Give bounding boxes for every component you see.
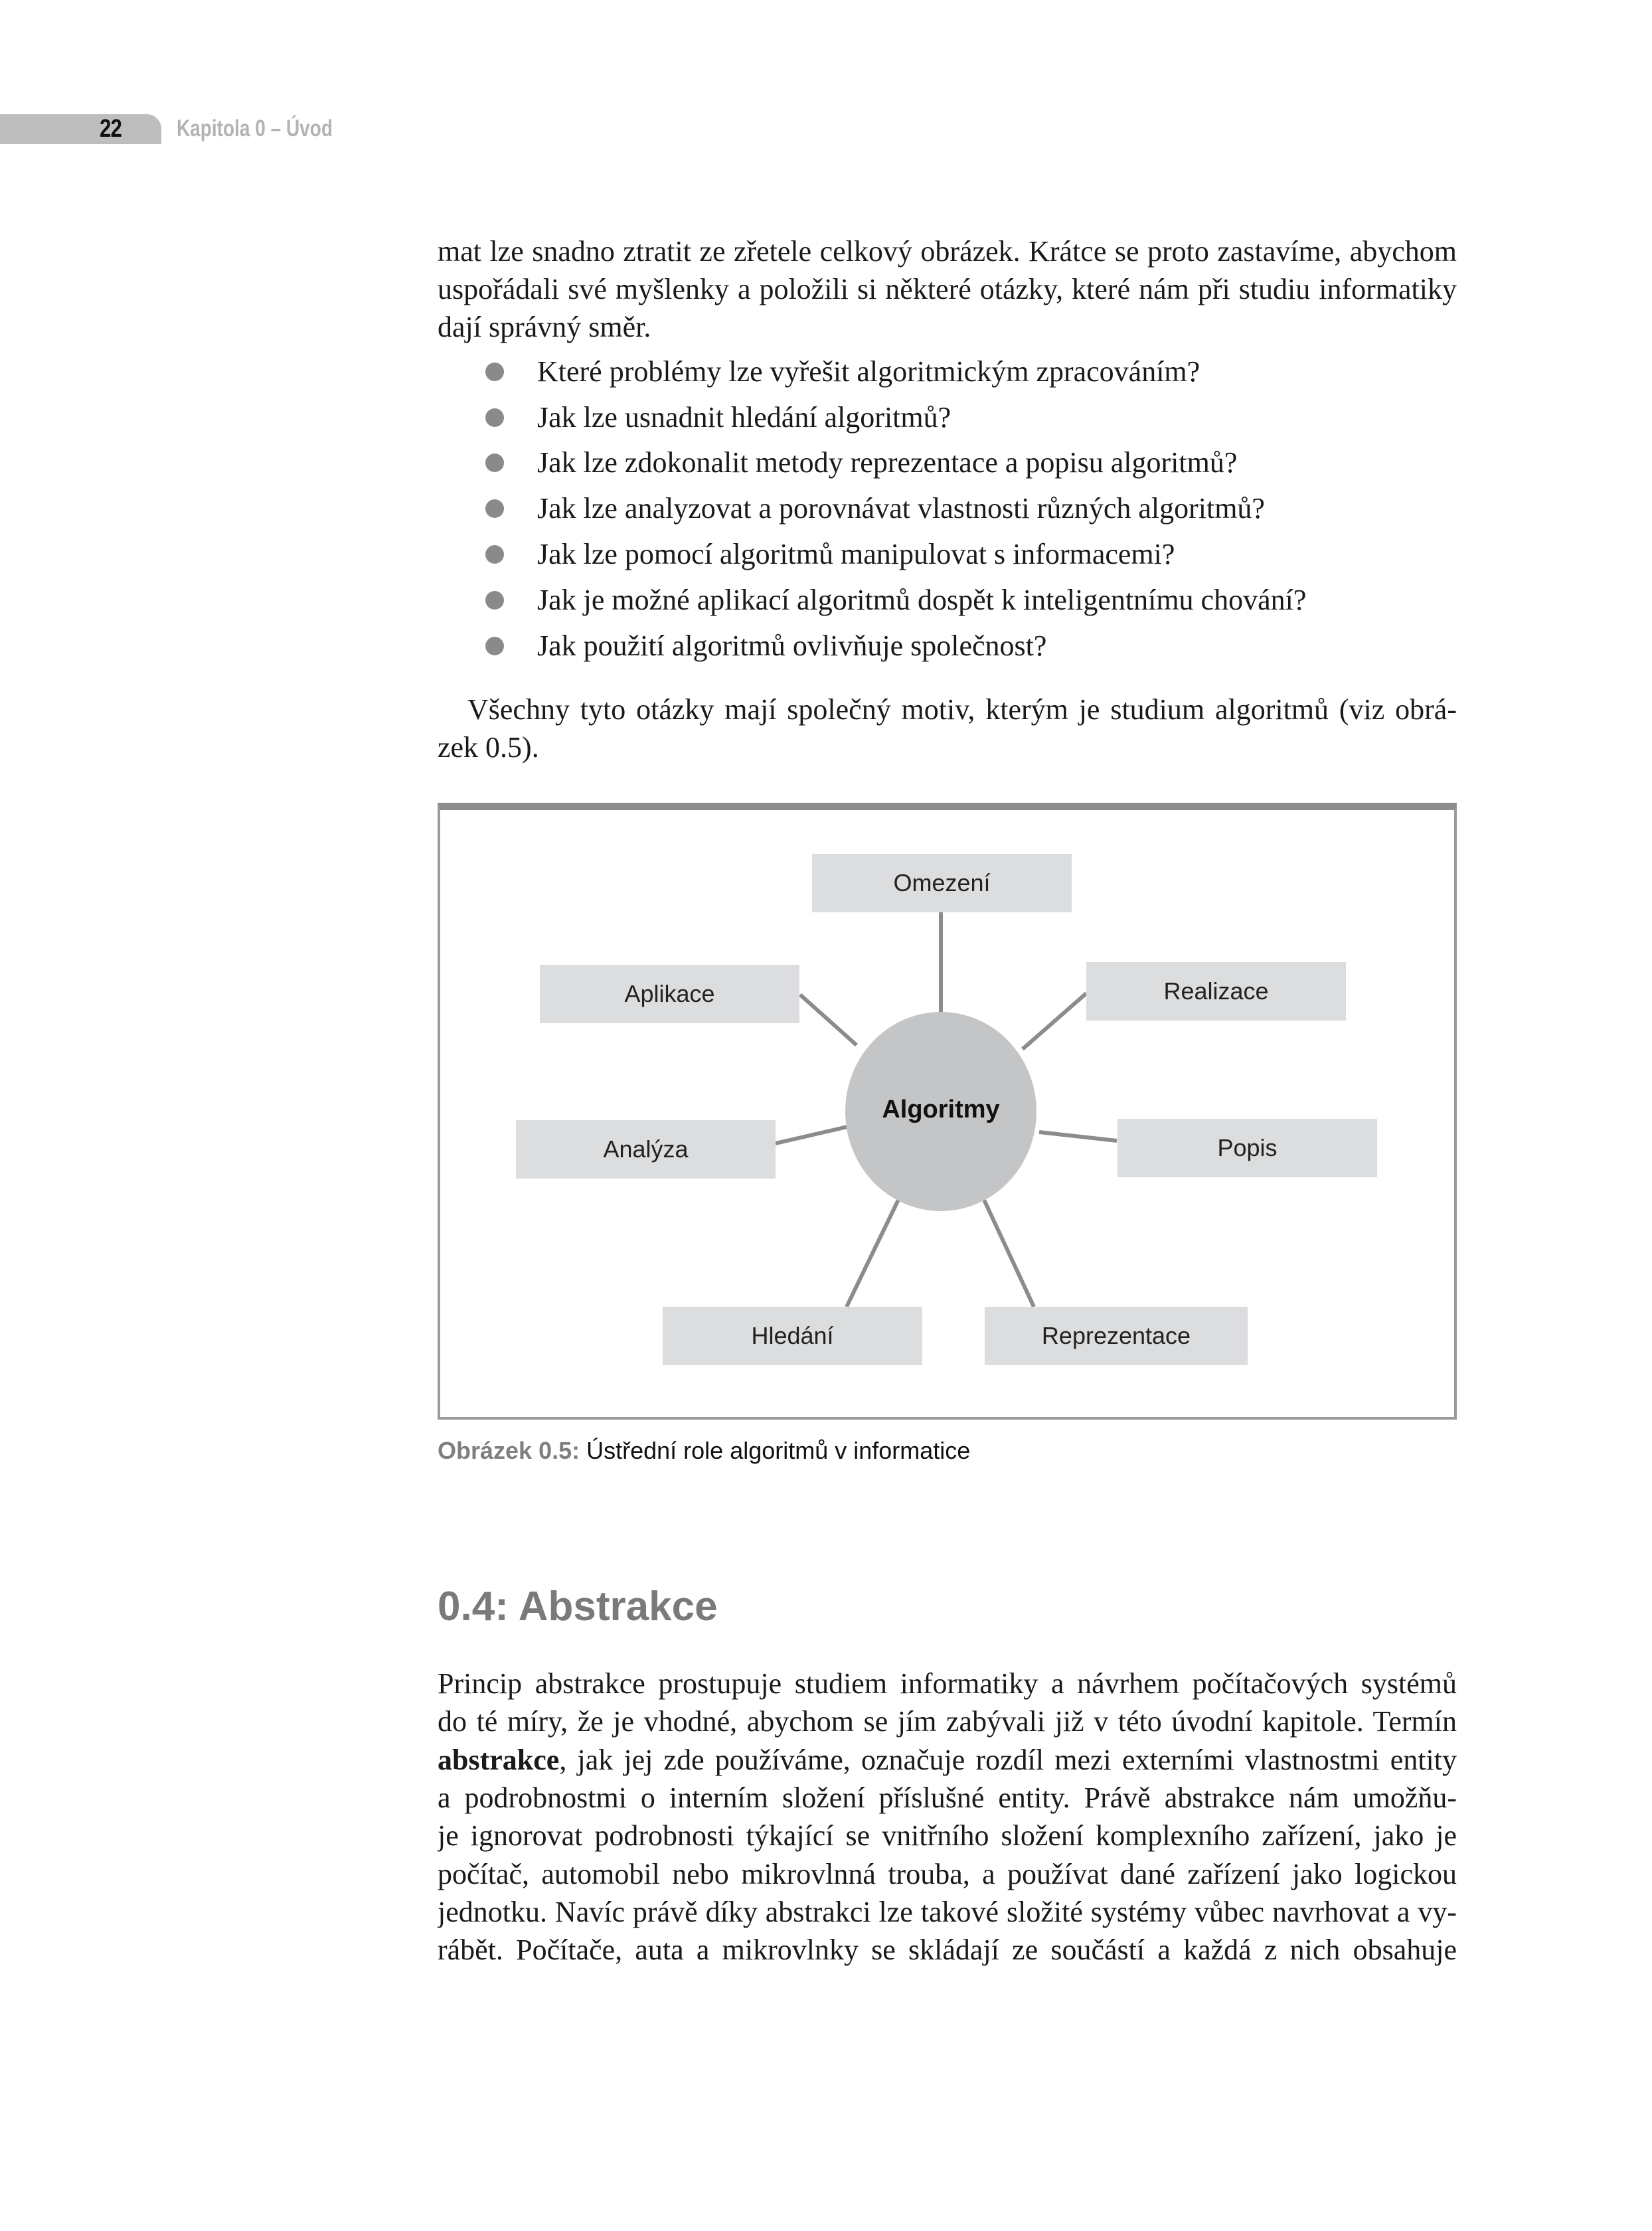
diagram-node-aplikace: Aplikace: [540, 965, 799, 1023]
hub-label: Algoritmy: [882, 1095, 1000, 1123]
diagram-node-hledani: Hledání: [663, 1307, 922, 1365]
diagram-node-popis: Popis: [1117, 1119, 1377, 1177]
chapter-title: Kapitola 0 – Úvod: [177, 116, 333, 141]
text-line: zek 0.5).: [438, 731, 539, 764]
text-line: uspořádali své myšlenky a položili si některé otázky, které nám při studiu informatiky: [438, 273, 1457, 305]
diagram-node-omezeni: Omezení: [812, 854, 1072, 912]
diagram-node-realizace: Realizace: [1086, 962, 1346, 1021]
text-line: dají správný směr.: [438, 311, 651, 343]
text-line: Princip abstrakce prostupuje studiem informatiky a návrhem počítačových systémů: [438, 1667, 1457, 1700]
list-item-text: Jak lze usnadnit hledání algoritmů?: [537, 401, 951, 434]
text-line: mat lze snadno ztratit ze zřetele celkový obrázek. Krátce se proto zastavíme, abychom: [438, 235, 1457, 268]
list-item-text: Jak použití algoritmů ovlivňuje společnost?: [537, 629, 1047, 662]
figure-caption: [438, 1434, 970, 1467]
section-heading: 0.4: Abstrakce: [438, 1584, 718, 1629]
text-line: je ignorovat podrobnosti týkající se vnitřního složení komplexního zařízení, jako je: [438, 1819, 1457, 1852]
list-item-text: Jak lze zdokonalit metody reprezentace a popisu algoritmů?: [537, 446, 1238, 479]
text-line: jednotku. Navíc právě díky abstrakci lze takové složité systémy vůbec navrhovat a vy-: [438, 1896, 1457, 1928]
text-line: Všechny tyto otázky mají společný motiv, kterým je studium algoritmů (viz obrá-: [467, 693, 1457, 726]
caption-text: Ústřední role algoritmů v informatice: [580, 1437, 971, 1464]
page-number: 22: [100, 115, 122, 143]
diagram-hub-algoritmy: [845, 1012, 1036, 1211]
text-line: do té míry, že je vhodné, abychom se jím zabývali již v této úvodní kapitole. Termín: [438, 1705, 1457, 1738]
text-line: rábět. Počítače, auta a mikrovlnky se skládají ze součástí a každá z nich obsahuje: [438, 1934, 1457, 1966]
diagram-node-reprezentace: Reprezentace: [985, 1307, 1248, 1365]
caption-label: Obrázek 0.5:: [438, 1437, 580, 1464]
text-line: a podrobnostmi o interním složení příslušné entity. Právě abstrakce nám umožňu-: [438, 1781, 1457, 1814]
list-item-text: Jak lze pomocí algoritmů manipulovat s informacemi?: [537, 538, 1175, 570]
list-item-text: Které problémy lze vyřešit algoritmickým zpracováním?: [537, 355, 1200, 388]
list-item-text: Jak je možné aplikací algoritmů dospět k inteligentnímu chování?: [537, 584, 1307, 616]
text-fragment: , jak jej zde používáme, označuje rozdíl mezi externími vlastnostmi entity: [559, 1744, 1457, 1776]
text-line: počítač, automobil nebo mikrovlnná trouba, a používat dané zařízení jako logickou: [438, 1858, 1457, 1890]
diagram-node-analyza: Analýza: [516, 1120, 776, 1179]
list-item-text: Jak lze analyzovat a porovnávat vlastnosti různých algoritmů?: [537, 492, 1265, 525]
bold-term: abstrakce: [438, 1744, 560, 1776]
text-line: [438, 1741, 1457, 1779]
